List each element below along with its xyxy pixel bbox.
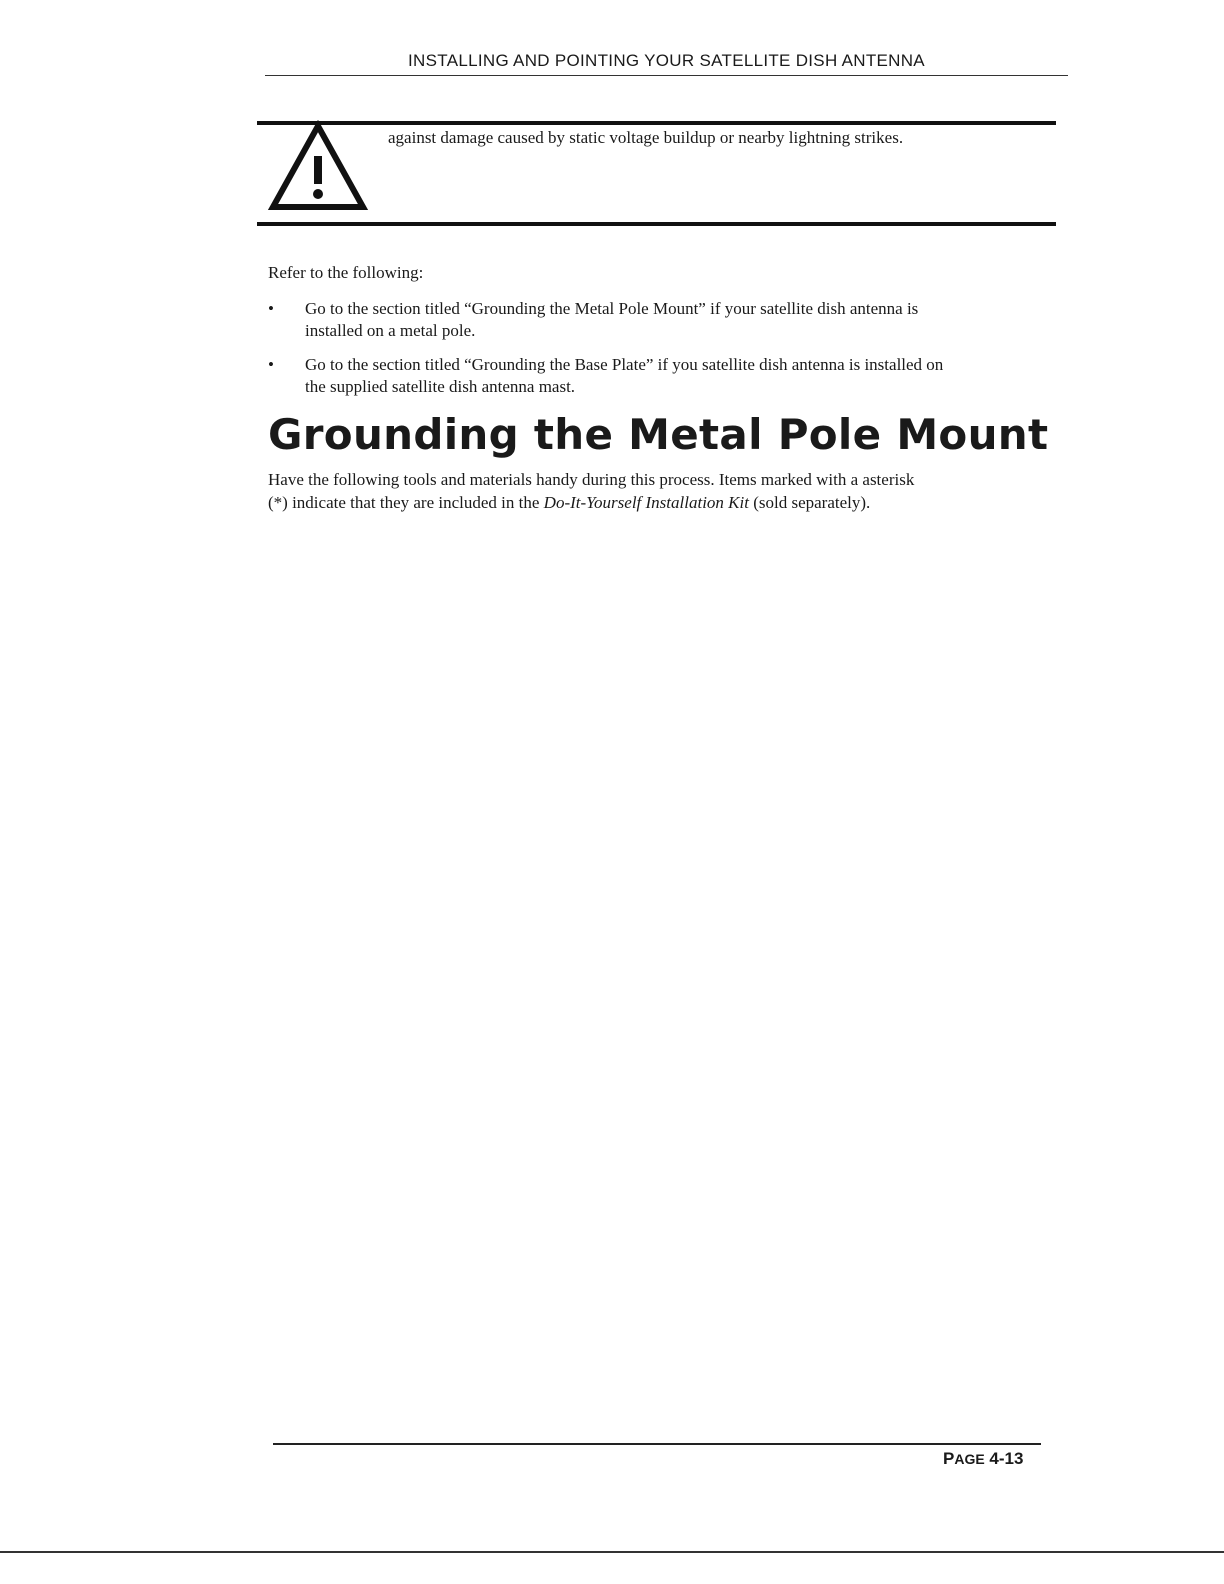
caution-text: against damage caused by static voltage buildup or nearby lightning strikes. bbox=[388, 128, 904, 147]
running-header: INSTALLING AND POINTING YOUR SATELLITE DISH ANTENNA bbox=[408, 51, 925, 70]
kit-title: Do-It-Yourself Installation Kit bbox=[543, 493, 749, 512]
footer-rule bbox=[273, 1443, 1041, 1445]
list-item-line: installed on a metal pole. bbox=[305, 321, 476, 340]
list-item-line: Go to the section titled “Grounding the Metal Pole Mount” if your satellite dish antenna is bbox=[305, 299, 919, 318]
page-number bbox=[943, 1449, 1023, 1469]
intro-paragraph bbox=[268, 468, 1058, 514]
section-heading: Grounding the Metal Pole Mount bbox=[268, 410, 1049, 459]
page-number-value: 4-13 bbox=[984, 1449, 1024, 1468]
caution-top-rule bbox=[257, 121, 1056, 125]
intro-line bbox=[268, 491, 1058, 514]
list-item bbox=[268, 298, 1068, 342]
header-rule bbox=[265, 75, 1068, 76]
reference-list bbox=[268, 298, 1068, 410]
refer-text: Refer to the following: bbox=[268, 263, 424, 282]
intro-text: (sold separately). bbox=[748, 493, 871, 512]
scan-edge-rule bbox=[0, 1551, 1224, 1553]
intro-text: (*) indicate that they are included in the bbox=[268, 493, 544, 512]
page-label-initial: P bbox=[943, 1449, 955, 1468]
bullet-icon: • bbox=[268, 299, 274, 318]
warning-triangle-icon bbox=[266, 120, 370, 214]
list-item-line: Go to the section titled “Grounding the Base Plate” if you satellite dish antenna is installed on bbox=[305, 355, 944, 374]
bullet-icon: • bbox=[268, 355, 274, 374]
list-item bbox=[268, 354, 1068, 398]
intro-line: Have the following tools and materials handy during this process. Items marked with a asterisk bbox=[268, 470, 915, 489]
caution-bottom-rule bbox=[257, 222, 1056, 226]
list-item-line: the supplied satellite dish antenna mast. bbox=[305, 377, 576, 396]
page-label-rest: AGE bbox=[954, 1451, 985, 1467]
